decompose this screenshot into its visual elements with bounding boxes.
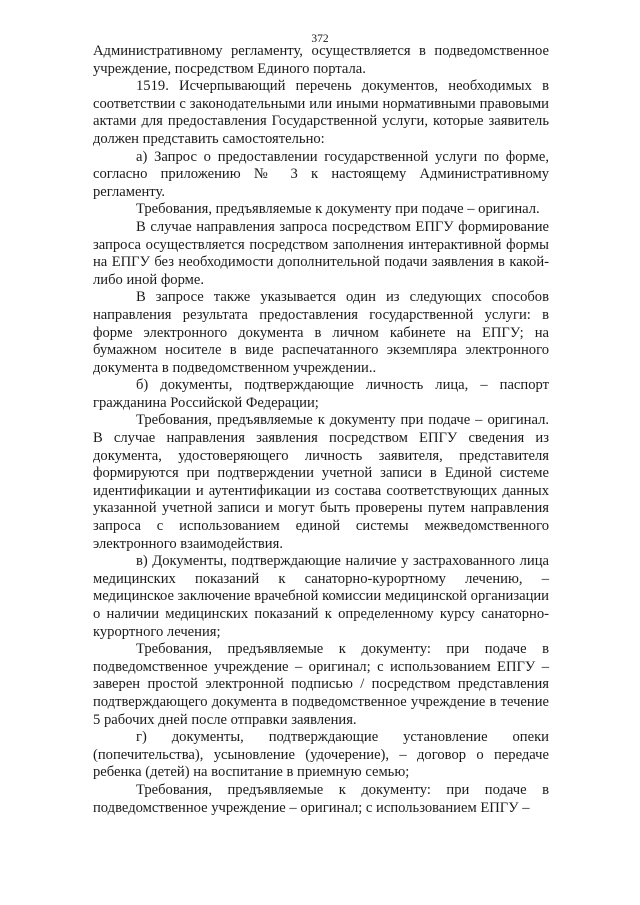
page-number: 372 <box>311 33 329 45</box>
paragraph-requirements-a: Требования, предъявляемые к документу при подаче – оригинал. <box>136 201 540 218</box>
paragraph-item-v: в) Документы, подтверждающие наличие у застрахованного лица медицинских показаний к санаторно-курортному лечению, – медицинское заключение врачебной комиссии медицинской организации о наличии медицинских показаний к определенному курсу санаторно-курортного лечения; <box>93 553 549 640</box>
paragraph-1519: 1519. Исчерпывающий перечень документов, необходимых в соответствии с законодательными или иными нормативными правовыми актами для предоставления Государственной услуги, которые заявитель должен представить самостоятельно: <box>93 78 549 147</box>
paragraph-continuation: Административному регламенту, осуществляется в подведомственное учреждение, посредством Единого портала. <box>93 43 549 77</box>
paragraph-requirements-b: Требования, предъявляемые к документу при подаче – оригинал. В случае направления заявления посредством ЕПГУ сведения из документа, удостоверяющего личность заявителя, представителя формируются при подтверждении учетной записи в Единой системе идентификации и аутентификации из состава соответствующих данных указанной учетной записи и могут быть проверены путем направления запроса с использованием единой системы межведомственного электронного взаимодействия. <box>93 412 549 552</box>
paragraph-item-g: г) документы, подтверждающие установление опеки (попечительства), усыновление (удочерение), – договор о передаче ребенка (детей) на воспитание в приемную семью; <box>93 729 549 781</box>
paragraph-epgu-request: В случае направления запроса посредством ЕПГУ формирование запроса осуществляется посредством заполнения интерактивной формы на ЕПГУ без необходимости дополнительной подачи заявления в какой-либо иной форме. <box>93 218 549 288</box>
paragraph-item-a: а) Запрос о предоставлении государственной услуги по форме, согласно приложению № 3 к настоящему Административному регламенту. <box>93 148 549 200</box>
paragraph-requirements-g: Требования, предъявляемые к документу: при подаче в подведомственное учреждение – оригинал; с использованием ЕПГУ – <box>93 781 549 816</box>
paragraph-requirements-v: Требования, предъявляемые к документу: при подаче в подведомственное учреждение – оригинал; с использованием ЕПГУ – заверен простой электронной подписью / посредством представления подтверждающего документа в подведомственное учреждение в течение 5 рабочих дней после отправки заявления. <box>93 641 549 728</box>
paragraph-item-b: б) документы, подтверждающие личность лица, – паспорт гражданина Российской Федерации; <box>93 377 549 411</box>
paragraph-result-delivery: В запросе также указывается один из следующих способов направления результата предоставления государственной услуги: в форме электронного документа в личном кабинете на ЕПГУ; на бумажном носителе в виде распечатанного экземпляра электронного документа в подведомственном учреждении.. <box>93 289 549 376</box>
document-body <box>93 43 549 817</box>
